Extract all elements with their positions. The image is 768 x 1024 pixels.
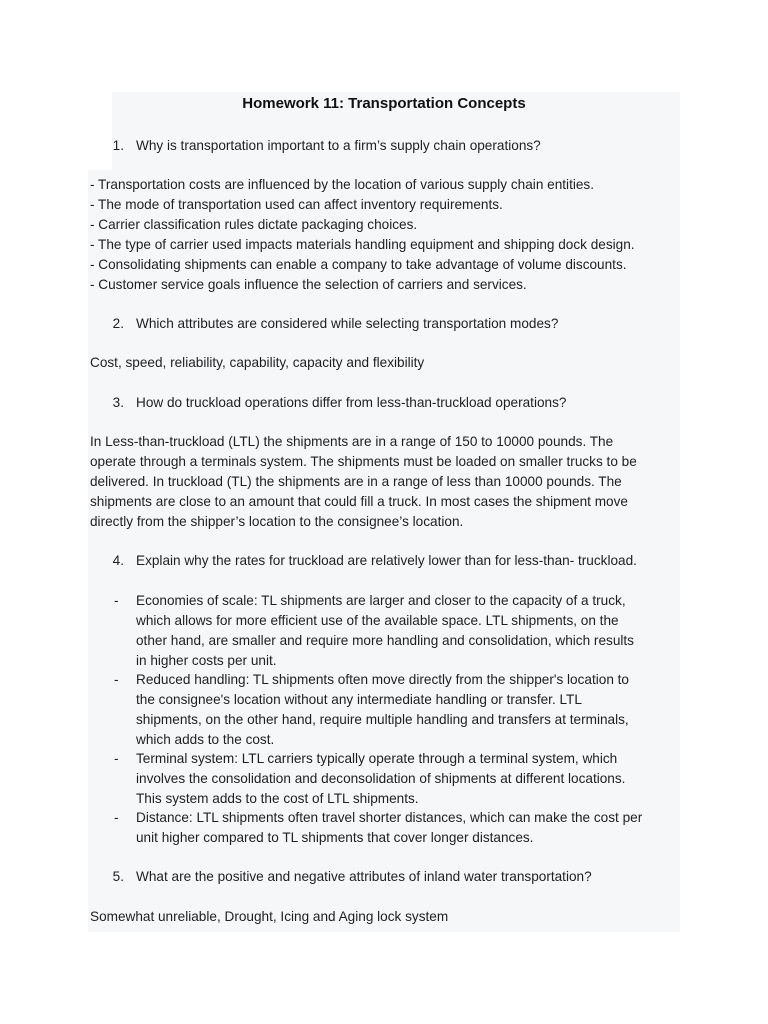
answer-line: Somewhat unreliable, Drought, Icing and Aging lock system	[90, 909, 449, 924]
answer-line: - Consolidating shipments can enable a company to take advantage of volume discounts.	[90, 257, 627, 272]
question-text: Why is transportation important to a firm’s supply chain operations?	[136, 138, 541, 153]
answer-line: - Customer service goals influence the selection of carriers and services.	[90, 277, 527, 292]
answer-line: In Less-than-truckload (LTL) the shipments are in a range of 150 to 10000 pounds. The	[90, 434, 614, 449]
question-text: How do truckload operations differ from less-than-truckload operations?	[136, 395, 567, 410]
bullet-dash: -	[114, 751, 119, 766]
question-number: 5.	[112, 869, 124, 884]
answer-line: - The mode of transportation used can affect inventory requirements.	[90, 197, 503, 212]
bullet-line: the consignee's location without any intermediate handling or transfer. LTL	[136, 692, 582, 707]
bullet-line: shipments, on the other hand, require multiple handling and transfers at terminals,	[136, 712, 629, 727]
bullet-dash: -	[114, 593, 119, 608]
question-number: 2.	[112, 316, 124, 331]
bullet-line: other hand, are smaller and require more handling and consolidation, which results	[136, 633, 634, 648]
bullet-line: Terminal system: LTL carriers typically operate through a terminal system, which	[136, 751, 618, 766]
bullet-line: This system adds to the cost of LTL shipments.	[136, 791, 419, 806]
answer-line: - Transportation costs are influenced by the location of various supply chain entities.	[90, 177, 595, 192]
answer-line: shipments are close to an amount that could fill a truck. In most cases the shipment move	[90, 494, 628, 509]
document-title: Homework 11: Transportation Concepts	[242, 95, 526, 112]
question-number: 3.	[112, 395, 124, 410]
question-text: Explain why the rates for truckload are relatively lower than for less-than- truckload.	[136, 553, 637, 568]
bullet-line: which adds to the cost.	[136, 732, 275, 747]
bullet-line: in higher costs per unit.	[136, 653, 277, 668]
bullet-line: Distance: LTL shipments often travel shorter distances, which can make the cost per	[136, 810, 643, 825]
answer-line: - Carrier classification rules dictate packaging choices.	[90, 217, 418, 232]
bullet-line: Reduced handling: TL shipments often move directly from the shipper's location to	[136, 672, 629, 687]
answer-line: delivered. In truckload (TL) the shipments are in a range of less than 10000 pounds. The	[90, 474, 622, 489]
bullet-line: which allows for more efficient use of the available space. LTL shipments, on the	[136, 613, 619, 628]
bullet-dash: -	[114, 810, 119, 825]
answer-line: - The type of carrier used impacts materials handling equipment and shipping dock design.	[90, 237, 635, 252]
question-number: 1.	[112, 138, 124, 153]
bullet-line: unit higher compared to TL shipments that cover longer distances.	[136, 830, 534, 845]
answer-line: Cost, speed, reliability, capability, capacity and flexibility	[90, 355, 425, 370]
answer-line: directly from the shipper’s location to the consignee’s location.	[90, 514, 464, 529]
answer-line: operate through a terminals system. The shipments must be loaded on smaller trucks to be	[90, 454, 637, 469]
question-number: 4.	[112, 553, 124, 568]
question-text: What are the positive and negative attributes of inland water transportation?	[136, 869, 592, 884]
question-text: Which attributes are considered while selecting transportation modes?	[136, 316, 559, 331]
bullet-line: involves the consolidation and deconsolidation of shipments at different locations.	[136, 771, 626, 786]
bullet-line: Economies of scale: TL shipments are larger and closer to the capacity of a truck,	[136, 593, 626, 608]
bullet-dash: -	[114, 672, 119, 687]
